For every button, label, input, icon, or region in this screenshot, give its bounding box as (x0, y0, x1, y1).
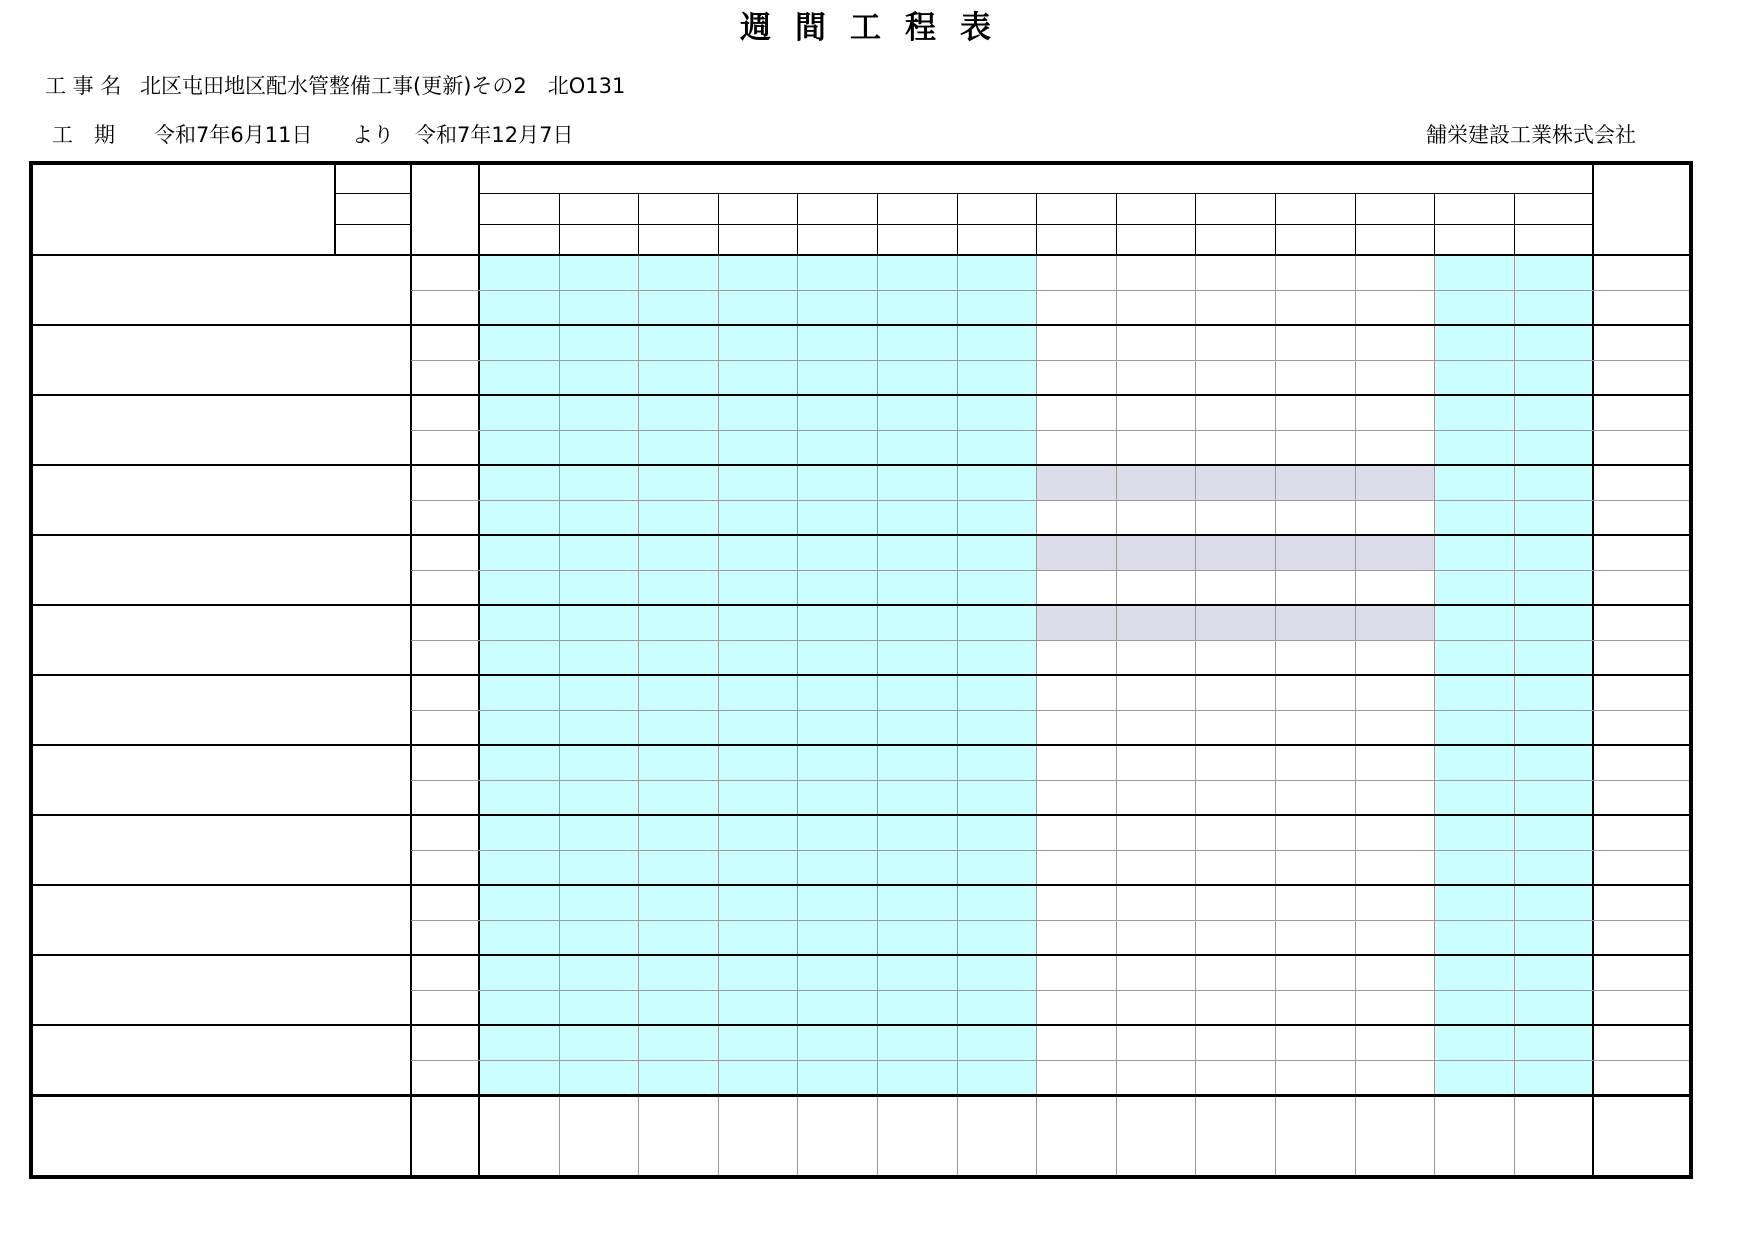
divider (411, 290, 1693, 291)
day-weekday (1434, 224, 1514, 255)
actual-cell (1434, 290, 1514, 325)
actual-label (411, 710, 479, 745)
project-name: 北区屯田地区配水管整備工事(更新)その2 北O131 (140, 74, 626, 98)
divider (411, 920, 1693, 921)
project-label: 工 事 名 (45, 74, 122, 98)
actual-label (411, 780, 479, 815)
divider (29, 394, 1693, 396)
inspection-label (29, 1095, 411, 1179)
period-end: 令和7年12月7日 (415, 123, 574, 147)
day-date (1036, 193, 1116, 224)
actual-label (411, 1060, 479, 1095)
actual-cell (559, 290, 639, 325)
divider (479, 193, 1593, 194)
divider (334, 161, 336, 255)
divider (29, 464, 1693, 466)
plan-label (411, 955, 479, 990)
actual-label (411, 640, 479, 675)
actual-cell (957, 850, 1037, 885)
divider (29, 814, 1693, 816)
day-date (1514, 193, 1594, 224)
divider (29, 324, 1693, 326)
divider (29, 534, 1693, 536)
day-label (335, 193, 411, 224)
plan-label (411, 465, 479, 500)
day-weekday (479, 224, 559, 255)
worktype-name (29, 255, 411, 325)
divider (478, 161, 480, 1179)
divider (29, 884, 1693, 886)
plan-label (411, 255, 479, 290)
plan-actual-header (411, 161, 479, 255)
plan-label (411, 675, 479, 710)
day-date (638, 193, 718, 224)
divider (29, 1024, 1693, 1026)
actual-cell (957, 290, 1037, 325)
plan-bar (1036, 465, 1434, 500)
plan-label (411, 745, 479, 780)
divider (411, 850, 1693, 851)
actual-cell (957, 570, 1037, 605)
day-date (1116, 193, 1196, 224)
divider (411, 990, 1693, 991)
day-date (1355, 193, 1435, 224)
actual-cell (718, 290, 798, 325)
month-header (479, 161, 1593, 193)
actual-cell (559, 570, 639, 605)
actual-label (411, 430, 479, 465)
worktype-name (29, 325, 411, 395)
period-label: 工 期 (52, 123, 115, 147)
actual-cell (479, 850, 559, 885)
day-date (559, 193, 639, 224)
divider (29, 254, 1693, 256)
actual-cell (479, 570, 559, 605)
actual-label (411, 570, 479, 605)
day-date (718, 193, 798, 224)
actual-cell (1514, 290, 1594, 325)
actual-cell (638, 570, 718, 605)
day-weekday (559, 224, 639, 255)
plan-label (411, 605, 479, 640)
plan-label (411, 1025, 479, 1060)
divider (335, 193, 411, 194)
plan-bar (1036, 605, 1434, 640)
worktype-name (29, 535, 411, 605)
actual-cell (797, 850, 877, 885)
divider (410, 161, 412, 1179)
day-weekday (877, 224, 957, 255)
actual-cell (1514, 850, 1594, 885)
plan-label (411, 325, 479, 360)
day-weekday (1036, 224, 1116, 255)
actual-cell (718, 570, 798, 605)
worktype-name (29, 395, 411, 465)
day-date (957, 193, 1037, 224)
plan-label (411, 885, 479, 920)
divider (411, 500, 1693, 501)
actual-cell (638, 850, 718, 885)
day-date (1195, 193, 1275, 224)
worktype-name (29, 465, 411, 535)
worktype-name (29, 815, 411, 885)
actual-cell (638, 290, 718, 325)
actual-cell (877, 290, 957, 325)
actual-cell (877, 570, 957, 605)
day-weekday (1195, 224, 1275, 255)
actual-cell (877, 850, 957, 885)
month-label (335, 161, 411, 193)
worktype-name (29, 675, 411, 745)
divider (411, 360, 1693, 361)
worktype-header (29, 161, 335, 255)
day-date (1275, 193, 1355, 224)
day-weekday (1116, 224, 1196, 255)
day-weekday (957, 224, 1037, 255)
actual-label (411, 850, 479, 885)
day-weekday (1514, 224, 1594, 255)
worktype-name (29, 885, 411, 955)
divider (411, 570, 1693, 571)
divider (411, 1060, 1693, 1061)
divider (411, 430, 1693, 431)
day-date (1434, 193, 1514, 224)
actual-label (411, 290, 479, 325)
actual-label (411, 920, 479, 955)
day-date (479, 193, 559, 224)
actual-cell (1434, 850, 1514, 885)
divider (29, 674, 1693, 676)
company-name: 舗栄建設工業株式会社 (1426, 123, 1636, 147)
worktype-name (29, 605, 411, 675)
actual-cell (797, 290, 877, 325)
period-from-word: より (352, 123, 394, 147)
actual-cell (718, 850, 798, 885)
divider (411, 780, 1693, 781)
divider (29, 744, 1693, 746)
divider (411, 640, 1693, 641)
divider (29, 1094, 1693, 1097)
worktype-name (29, 1025, 411, 1095)
divider (411, 710, 1693, 711)
day-weekday (638, 224, 718, 255)
day-weekday (797, 224, 877, 255)
day-date (877, 193, 957, 224)
plan-label (411, 535, 479, 570)
actual-cell (559, 850, 639, 885)
actual-cell (1434, 570, 1514, 605)
weekday-label (335, 224, 411, 255)
page-title: 週間工程表 (740, 10, 1015, 46)
divider (335, 224, 411, 225)
actual-cell (797, 570, 877, 605)
day-date (797, 193, 877, 224)
actual-cell (479, 290, 559, 325)
plan-bar (1036, 535, 1434, 570)
worktype-name (29, 745, 411, 815)
actual-label (411, 360, 479, 395)
divider (479, 224, 1593, 225)
plan-label (411, 395, 479, 430)
divider (29, 604, 1693, 606)
actual-label (411, 990, 479, 1025)
remarks-header (1593, 161, 1693, 255)
day-weekday (1275, 224, 1355, 255)
divider (1592, 161, 1594, 1179)
actual-cell (1514, 570, 1594, 605)
divider (29, 954, 1693, 956)
period-start: 令和7年6月11日 (154, 123, 313, 147)
worktype-name (29, 955, 411, 1025)
actual-label (411, 500, 479, 535)
day-weekday (1355, 224, 1435, 255)
day-weekday (718, 224, 798, 255)
plan-label (411, 815, 479, 850)
